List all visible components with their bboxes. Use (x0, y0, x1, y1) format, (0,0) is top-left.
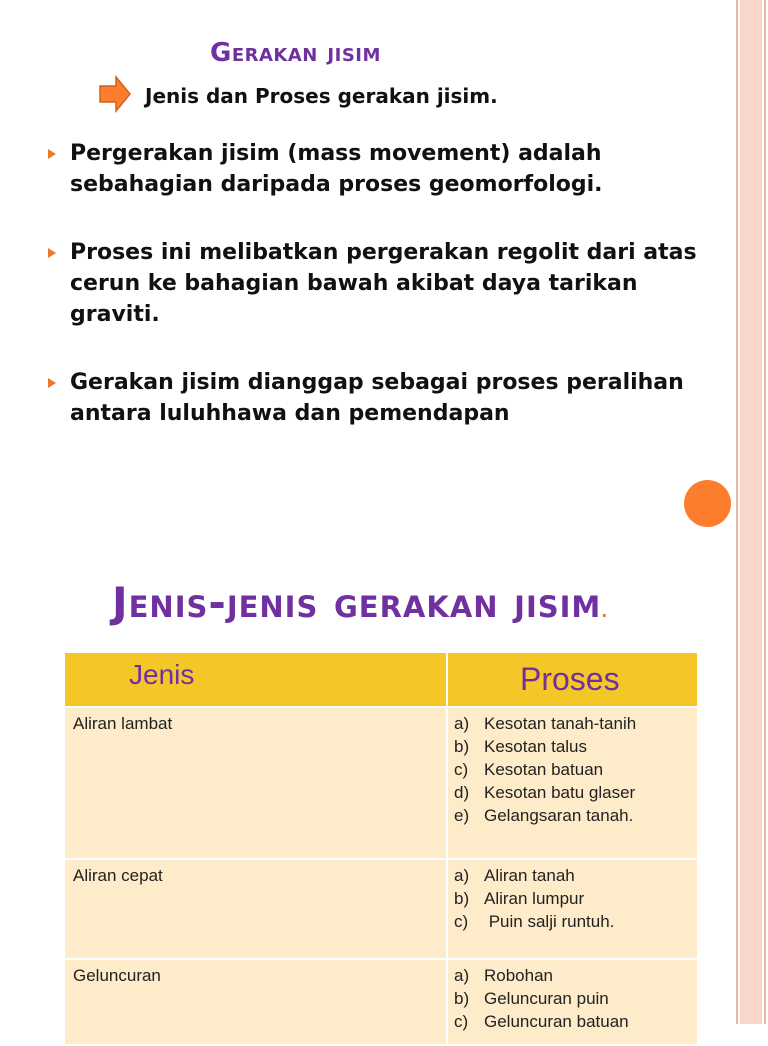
header-jenis: Jenis (64, 652, 447, 707)
list-item (454, 910, 697, 933)
list-marker: b) (454, 737, 470, 756)
header-proses: Proses (447, 652, 698, 707)
list-text: Geluncuran puin (484, 989, 609, 1008)
proses-list (454, 864, 697, 933)
border-stripe-band (740, 0, 762, 1024)
list-item (454, 887, 697, 910)
list-item (454, 864, 697, 887)
table-row (64, 707, 698, 859)
table-row (64, 859, 698, 959)
border-stripe-left (736, 0, 738, 1024)
list-marker: e) (454, 806, 470, 825)
slide2-title-text: Jenis-jenis gerakan jisim (112, 578, 602, 627)
list-item (454, 804, 697, 827)
bullet-text: Pergerakan jisim (mass movement) adalah sebahagian daripada proses geomorfologi. (70, 141, 603, 197)
list-item (454, 735, 697, 758)
right-arrow-icon (98, 74, 132, 114)
border-stripe-right (764, 0, 766, 1024)
list-text: Aliran tanah (484, 866, 575, 885)
list-text: Kesotan talus (484, 737, 588, 756)
proses-list (454, 964, 697, 1033)
list-marker: b) (454, 989, 470, 1008)
proses-cell (447, 859, 698, 959)
bullet-text: Proses ini melibatkan pergerakan regolit dari atas cerun ke bahagian bawah akibat daya tarikan graviti. (70, 240, 697, 327)
table-row (64, 959, 698, 1045)
table-header-row (64, 652, 698, 707)
slide1-title: Gerakan jisim (210, 38, 381, 68)
list-text: Robohan (484, 966, 554, 985)
list-marker: b) (454, 889, 470, 908)
bullet-list (48, 138, 728, 429)
list-text: Puin salji runtuh. (484, 912, 615, 931)
list-text: Kesotan batu glaser (484, 783, 636, 802)
bullet-text: Gerakan jisim dianggap sebagai proses peralihan antara luluhhawa dan pemendapan (70, 370, 684, 426)
slide2-title-period: . (601, 602, 609, 621)
bullet-item (48, 237, 728, 330)
list-text: Kesotan tanah-tanih (484, 714, 637, 733)
list-item (454, 758, 697, 781)
proses-list (454, 712, 697, 827)
list-marker: a) (454, 966, 470, 985)
list-item (454, 987, 697, 1010)
bullet-item (48, 367, 728, 429)
jenis-cell: Geluncuran (64, 959, 447, 1045)
list-text: Aliran lumpur (484, 889, 585, 908)
list-marker: a) (454, 714, 470, 733)
list-item (454, 781, 697, 804)
proses-cell (447, 959, 698, 1045)
bullet-item (48, 138, 728, 200)
list-marker: c) (454, 912, 469, 931)
slide1-subtitle: Jenis dan Proses gerakan jisim. (145, 84, 498, 108)
list-text: Gelangsaran tanah. (484, 806, 634, 825)
triangle-bullet-icon (48, 378, 56, 388)
triangle-bullet-icon (48, 149, 56, 159)
decorative-circle (684, 480, 731, 527)
list-marker: d) (454, 783, 470, 802)
list-text: Geluncuran batuan (484, 1012, 629, 1031)
list-item (454, 1010, 697, 1033)
jenis-cell: Aliran cepat (64, 859, 447, 959)
list-marker: c) (454, 1012, 469, 1031)
list-item (454, 964, 697, 987)
slide2-title (112, 578, 608, 627)
triangle-bullet-icon (48, 248, 56, 258)
gerakan-jisim-table (63, 651, 699, 1046)
proses-cell (447, 707, 698, 859)
jenis-cell: Aliran lambat (64, 707, 447, 859)
list-text: Kesotan batuan (484, 760, 604, 779)
list-marker: a) (454, 866, 470, 885)
list-item (454, 712, 697, 735)
list-marker: c) (454, 760, 469, 779)
